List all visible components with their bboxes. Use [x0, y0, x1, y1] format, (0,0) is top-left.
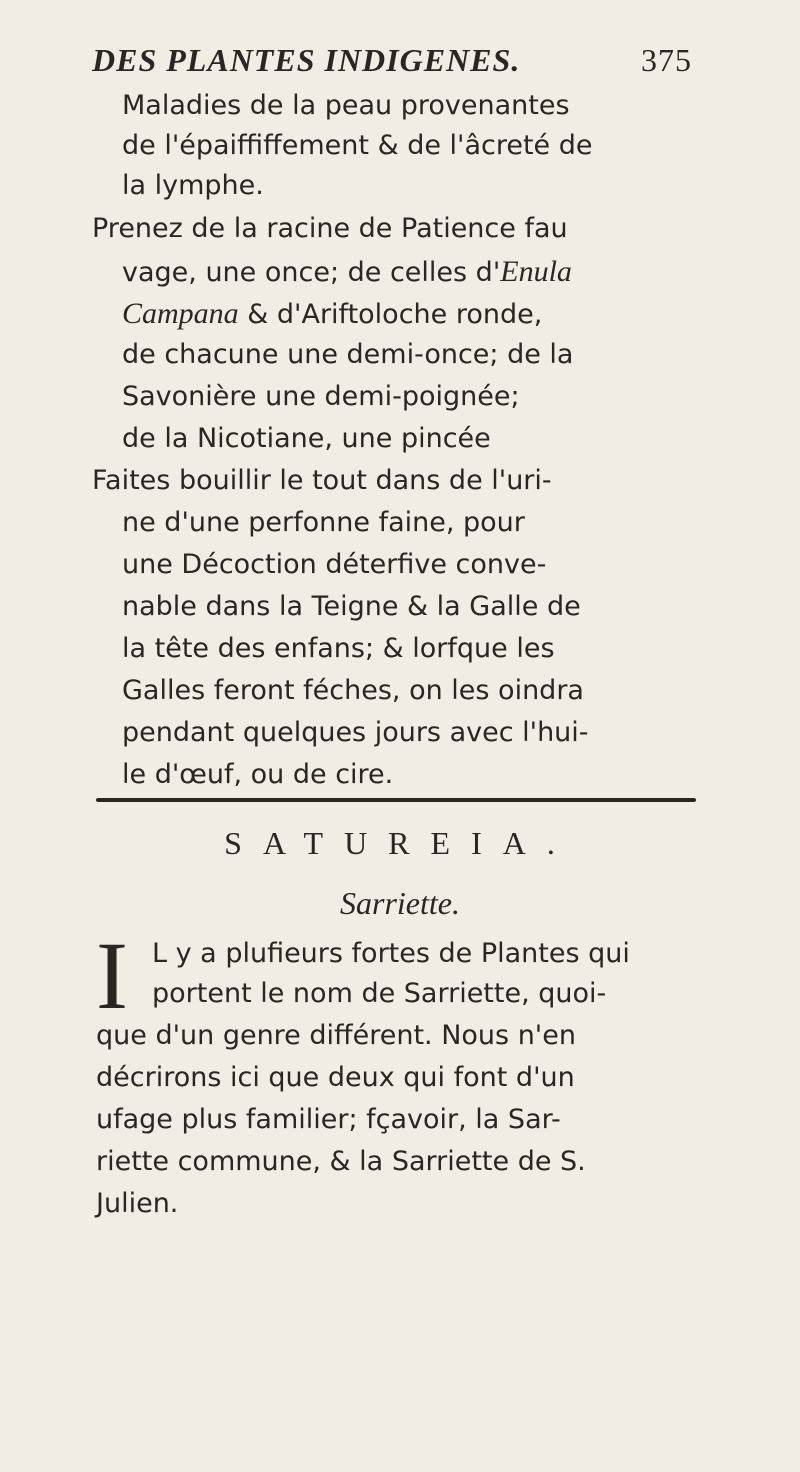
section-subtitle: Sarriette. [340, 885, 460, 921]
text-line: Faites bouillir le tout dans de l'uri- [92, 465, 552, 496]
drop-cap: I [96, 922, 128, 1029]
text-line: la tête des enfans; & lorfque les [122, 633, 555, 664]
running-header [92, 42, 692, 79]
text-line: ne d'une perfonne faine, pour [122, 507, 525, 538]
text-line: ufage plus familier; fçavoir, la Sar- [96, 1104, 561, 1135]
text-line: de chacune une demi-once; de la [122, 339, 574, 370]
italic-term: Enula [500, 255, 572, 288]
text-line: L y a plufieurs fortes de Plantes qui [152, 938, 630, 969]
section-rule [96, 798, 696, 802]
text-line: de l'épaiffiffement & de l'âcreté de [122, 130, 593, 161]
text-line: nable dans la Teigne & la Galle de [122, 591, 581, 622]
text-line: Julien. [96, 1188, 179, 1219]
text-line: de la Nicotiane, une pincée [122, 423, 491, 454]
text-line [122, 257, 572, 287]
text-line: Galles feront féches, on les oindra [122, 675, 584, 706]
text-line: pendant quelques jours avec l'hui- [122, 717, 589, 748]
text-line: Maladies de la peau provenantes [122, 90, 570, 121]
text-line [122, 299, 542, 329]
section-title: SATUREIA. [224, 825, 576, 861]
text-line: le d'œuf, ou de cire. [122, 759, 394, 790]
running-title: DES PLANTES INDIGENES. [92, 42, 521, 78]
text-line: une Décoction déterfive conve- [122, 549, 547, 580]
page-number: 375 [641, 42, 692, 78]
italic-term: Campana [122, 297, 239, 330]
text-line: riette commune, & la Sarriette de S. [96, 1146, 586, 1177]
text-segment: & d'Ariftoloche ronde, [238, 299, 543, 330]
text-line: Savonière une demi-poignée; [122, 381, 520, 412]
text-line: la lymphe. [122, 170, 264, 201]
text-segment: vage, une once; de celles d' [122, 257, 501, 288]
text-line: décrirons ici que deux qui font d'un [96, 1062, 575, 1093]
text-line: portent le nom de Sarriette, quoi- [152, 978, 607, 1009]
text-line: Prenez de la racine de Patience fau [92, 213, 568, 244]
text-line: que d'un genre différent. Nous n'en [96, 1020, 576, 1051]
